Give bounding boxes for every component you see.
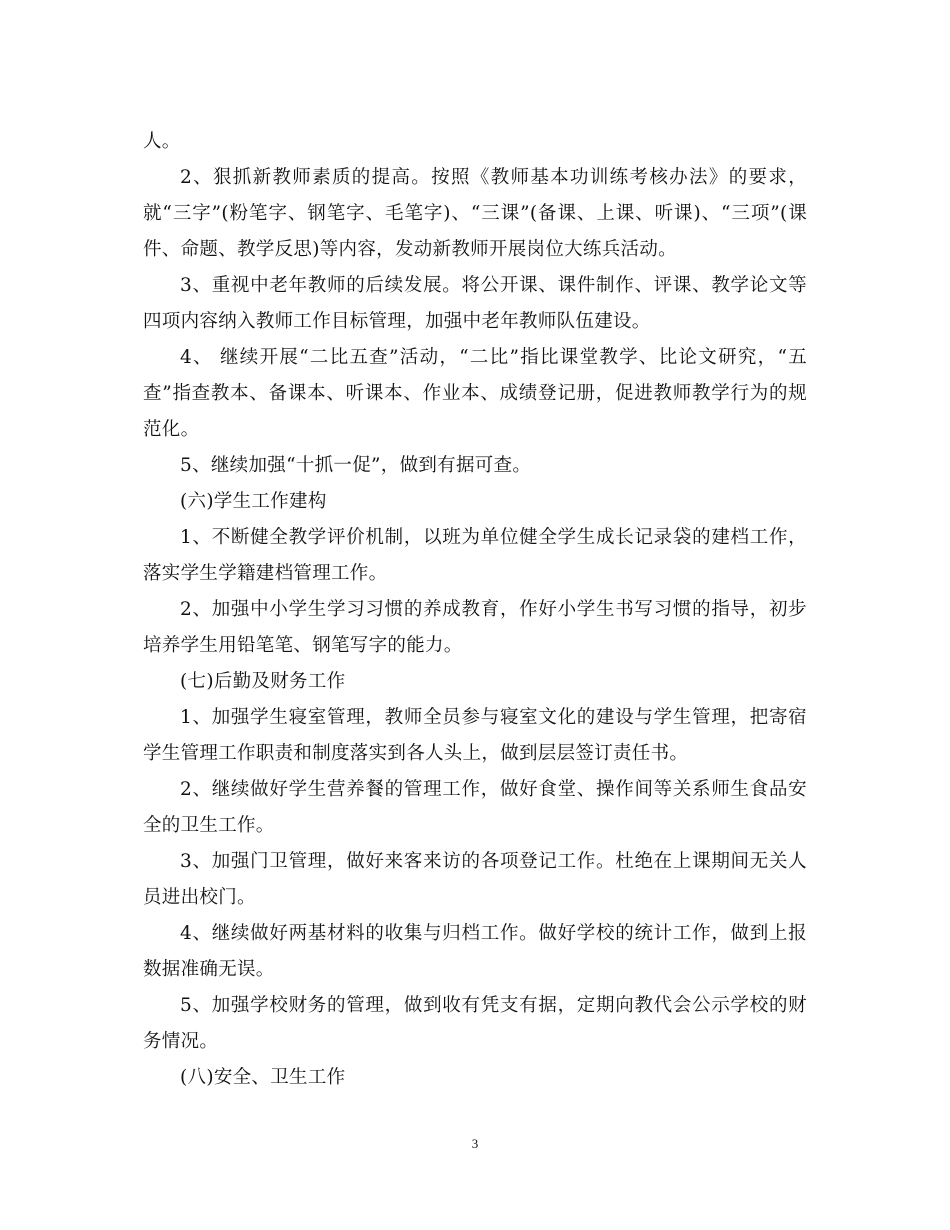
paragraph-0: 人。 [143, 131, 181, 152]
paragraph-3: 4、 继续开展“二比五查”活动，“二比”指比课堂教学、比论文研究，“五查”指查教本、备课本、听课本、作业本、成绩登记册，促进教师教学行为的规范化。 [143, 347, 807, 440]
paragraph-2: 3、重视中老年教师的后续发展。将公开课、课件制作、评课、教学论文等四项内容纳入教师工作目标管理，加强中老年教师队伍建设。 [143, 275, 807, 332]
paragraph-10: 2、继续做好学生营养餐的管理工作，做好食堂、操作间等关系师生食品安全的卫生工作。 [143, 779, 807, 836]
page-number: 3 [471, 1136, 479, 1151]
section-heading-6: (六)学生工作建构 [180, 491, 327, 512]
paragraph-12: 4、继续做好两基材料的收集与归档工作。做好学校的统计工作，做到上报数据准确无误。 [143, 923, 807, 980]
document-body [143, 124, 807, 1096]
section-heading-7: (七)后勤及财务工作 [180, 671, 346, 692]
paragraph-7: 2、加强中小学生学习习惯的养成教育，作好小学生书写习惯的指导，初步培养学生用铅笔笔、钢笔写字的能力。 [143, 599, 807, 656]
paragraph-11: 3、加强门卫管理，做好来客来访的各项登记工作。杜绝在上课期间无关人员进出校门。 [143, 851, 807, 908]
paragraph-6: 1、不断健全教学评价机制，以班为单位健全学生成长记录袋的建档工作，落实学生学籍建档管理工作。 [143, 527, 807, 584]
paragraph-4: 5、继续加强“十抓一促”，做到有据可查。 [180, 455, 532, 476]
paragraph-1: 2、狠抓新教师素质的提高。按照《教师基本功训练考核办法》的要求，就“三字”(粉笔字、钢笔字、毛笔字)、“三课”(备课、上课、听课)、“三项”(课件、命题、教学反思)等内容，发动新教师开展岗位大练兵活动。 [143, 167, 807, 260]
paragraph-9: 1、加强学生寝室管理，教师全员参与寝室文化的建设与学生管理，把寄宿学生管理工作职责和制度落实到各人头上，做到层层签订责任书。 [143, 707, 807, 764]
paragraph-13: 5、加强学校财务的管理，做到收有凭支有据，定期向教代会公示学校的财务情况。 [143, 995, 807, 1052]
section-heading-8: (八)安全、卫生工作 [180, 1067, 346, 1088]
